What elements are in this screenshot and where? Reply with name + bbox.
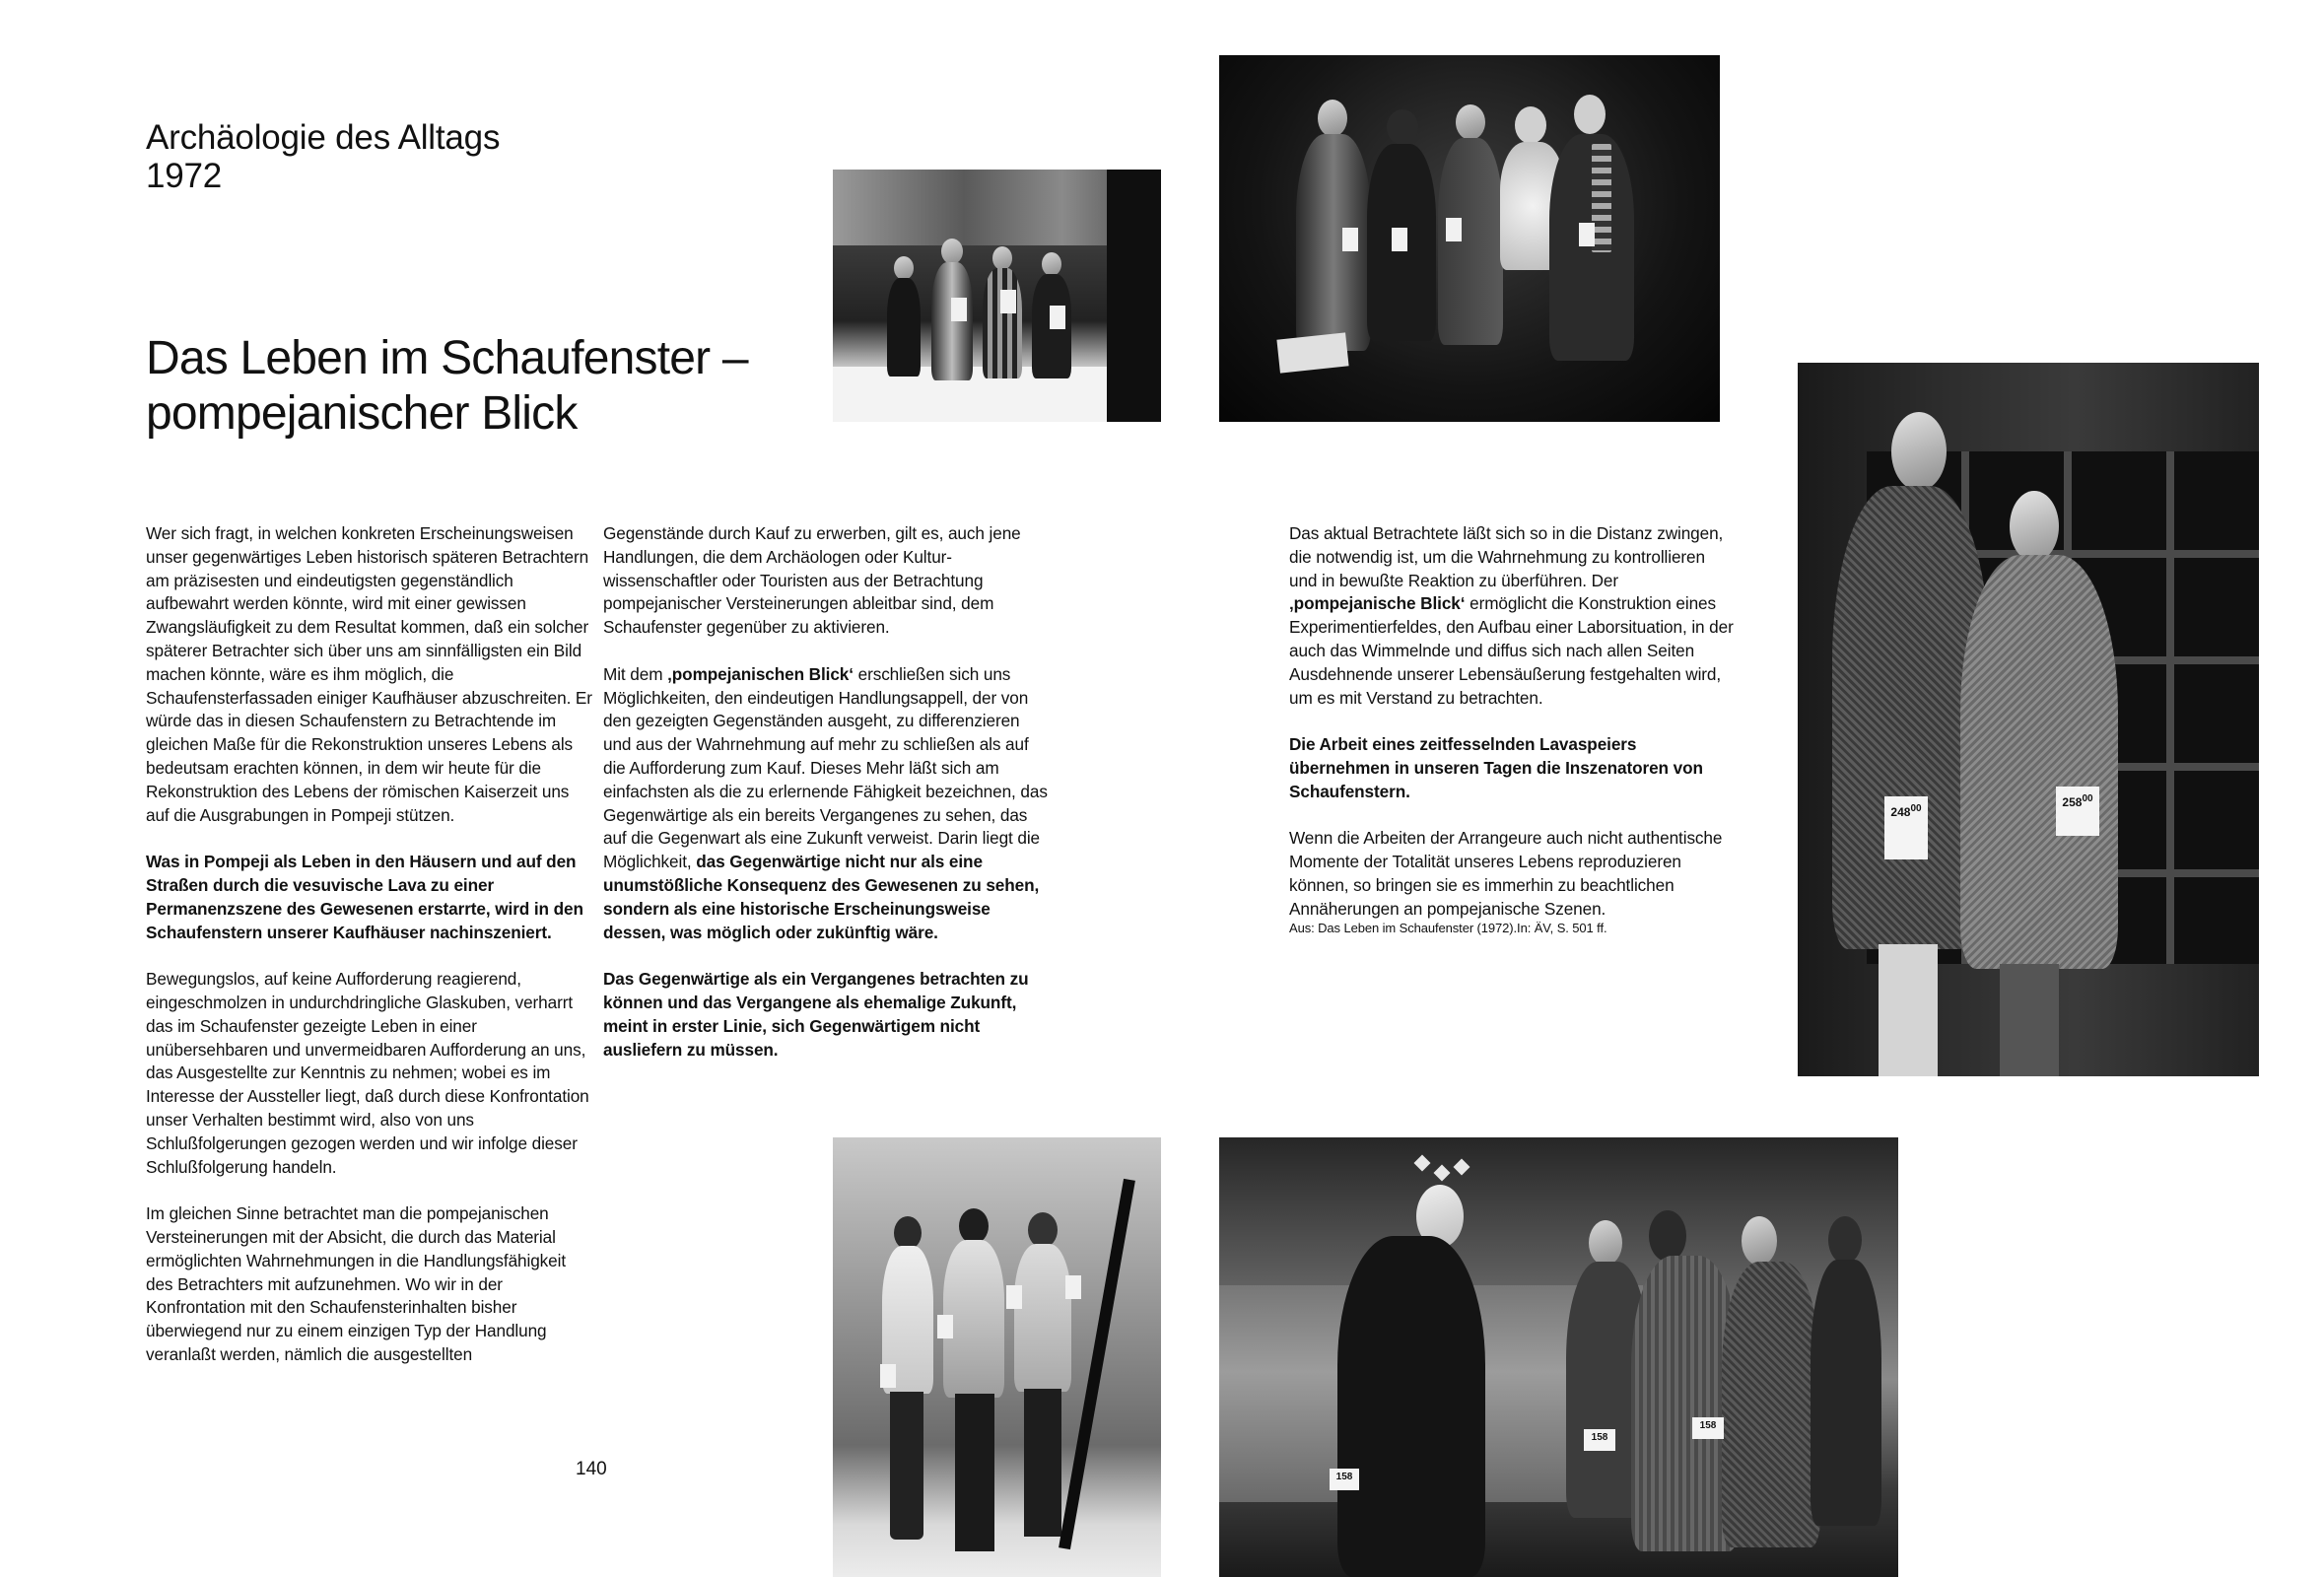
mannequin-trousers (2000, 964, 2059, 1076)
mannequin-head (992, 246, 1012, 270)
photo-men-in-coats (1798, 363, 2259, 1076)
mannequin-coat (1296, 134, 1371, 351)
paragraph: Wenn die Arbeiten der Arrangeure auch nicht authentische Momente der Totalität unseres Lebens reproduzieren können, so bringen sie es immerhin zu beachtlichen Annäherungen an pompejanische Szenen. (1289, 828, 1723, 919)
bold-term: ‚pompejanischen Blick‘ (667, 663, 854, 684)
page-title-line2: pompejanischer Blick (146, 387, 578, 440)
page-number: 140 (576, 1459, 607, 1479)
price-tag: 158 (1692, 1417, 1724, 1439)
mannequin-body (887, 278, 921, 377)
text-column-2 (603, 522, 1052, 1085)
text-run: Das aktual Betrachtete läßt sich so in die Distanz zwingen, die notwendig ist, um die Wahrnehmung zu kontrollieren und in bewußte Reaktion zu überführen. Der (1289, 523, 1724, 590)
mannequin-head (1891, 412, 1947, 491)
mannequin-head (894, 256, 914, 280)
display-sign (1276, 332, 1348, 373)
paragraph (603, 663, 1052, 945)
source-citation: Aus: Das Leben im Schaufenster (1972).In: ÄV, S. 501 ff. (1289, 920, 1607, 935)
price-tag: 158 (1584, 1429, 1615, 1451)
price-tag: 158 (1330, 1469, 1359, 1490)
series-title (146, 118, 500, 195)
mannequin-head (1589, 1220, 1622, 1266)
paragraph: Wer sich fragt, in welchen konkreten Erscheinungsweisen unser gegenwärtiges Leben historisch späteren Betrachtern am präzisesten und eindeutigsten gegenständlich aufbewahrt werden könnte, wird mit einer gewissen Zwangsläufigkeit zu dem Resultat kommen, daß ein solcher späterer Betrachter sich über uns am sinnfälligsten ein Bild machen könnte, wäre es ihm möglich, die Schaufensterfassaden einiger Kaufhäuser abzuschreiten. Er würde das in diesen Schaufenstern zu Betrachtende im gleichen Maße für die Rekonstruktion unseres Lebens als bedeutsam erachten können, in dem wir heute für die Rekonstruktion des Lebens der römischen Kaiserzeit uns auf die Ausgrabungen in Pompeji stützen. (146, 523, 592, 825)
mannequin-head (1649, 1210, 1686, 1262)
mannequin-trousers (1879, 944, 1938, 1076)
price-tag (1000, 290, 1016, 313)
bold-paragraph: Die Arbeit eines zeitfesselnden Lavaspeiers übernehmen in unseren Tagen die Inszenatoren von Schaufenstern. (1289, 734, 1703, 801)
photo-lingerie-window (833, 1137, 1161, 1577)
mannequin-head (1318, 100, 1347, 137)
bold-run: das Gegenwärtige nicht nur als eine unumstößliche Konsequenz des Gewesenen zu sehen, sondern als eine historische Erscheinungsweise dessen, was möglich oder zukünftig wäre. (603, 852, 1040, 942)
mannequin-coat (1960, 555, 2118, 969)
price-tag (1446, 218, 1462, 241)
bold-term: ‚pompejanische Blick‘ (1289, 593, 1466, 614)
price-tag (2056, 787, 2099, 836)
bold-paragraph: Das Gegenwärtige als ein Vergangenes betrachten zu können und das Vergangene als ehemalige Zukunft, meint in erster Linie, sich Gegenwärtigem nicht ausliefern zu müssen. (603, 969, 1029, 1060)
text-column-3 (1289, 522, 1738, 937)
mannequin-legs (955, 1394, 994, 1551)
mannequin-hat (1387, 109, 1418, 145)
text-run: erschließen sich uns Möglichkeiten, den eindeutigen Handlungsappell, der von den gezeigten Gegenständen ausgeht, zu differenzieren und aus der Wahrnehmung auf mehr zu schließen als auf die Aufforderung zum Kauf. Dieses Mehr läßt sich am einfachsten als die zu erlernende Fähigkeit bezeichnen, das Gegenwärtige als ein bereits Vergangenes zu sehen, das auf die Gegenwart als eine Zukunft verweist. Darin liegt die Möglichkeit, (603, 663, 1048, 872)
mannequin-head (2010, 491, 2059, 562)
photo-winter-coats (1219, 55, 1720, 422)
price-tag (1006, 1285, 1022, 1309)
price-tag (1392, 228, 1407, 251)
series-year: 1972 (146, 157, 223, 195)
text-run: Mit dem (603, 663, 668, 684)
price-value: 258 (2062, 795, 2083, 809)
page-title-line1: Das Leben im Schaufenster – (146, 332, 748, 384)
text-run: ermöglicht die Konstruktion eines Experimentierfeldes, den Aufbau einer Laborsituation, in der auch das Wimmelnde und diffus sich nach allen Seiten Ausdehnende unserer Lebensäußerung festgehalten wird, um es mit Verstand zu betrachten. (1289, 593, 1734, 708)
bold-paragraph: Was in Pompeji als Leben in den Häusern und auf den Straßen durch die vesuvische Lava zu einer Permanenzszene des Gewesenen erstarrte, wird in den Schaufenstern unserer Kaufhäuser nachinszeniert. (146, 852, 583, 942)
scarf (1592, 144, 1611, 252)
mannequin-head (1828, 1216, 1862, 1264)
heart-decoration-icon (1454, 1159, 1470, 1176)
price-tag (1050, 306, 1065, 329)
mannequin-head (1515, 106, 1546, 144)
heart-decoration-icon (1434, 1165, 1451, 1182)
mannequin-head (1456, 104, 1485, 140)
price-cents: 00 (2082, 793, 2093, 804)
price-tag (937, 1315, 953, 1338)
mannequin-leather-jacket (1337, 1236, 1485, 1577)
text-column-1 (146, 522, 594, 1390)
mannequin-legs (890, 1392, 923, 1540)
photo-storefront-window (833, 170, 1161, 422)
paragraph: Gegenstände durch Kauf zu erwerben, gilt es, auch jene Handlungen, die dem Archäologen oder Kulturwissenschaftler oder Touristen aus der Betrachtung pompejanischer Versteinerungen ableitbar sind, dem Schaufenster gegenüber zu aktivieren. (603, 523, 1021, 638)
mannequin-body (931, 262, 973, 380)
mannequin-head (941, 239, 963, 264)
price-tag (1884, 796, 1928, 859)
paragraph (1289, 522, 1738, 710)
mannequin-legs (1024, 1389, 1061, 1537)
mannequin-lingerie (1014, 1244, 1071, 1392)
mannequin-head (1742, 1216, 1777, 1266)
mannequin-suit (1722, 1262, 1820, 1547)
mannequin-body (983, 268, 1022, 378)
price-tag (1065, 1275, 1081, 1299)
page-title (146, 331, 748, 442)
photo-window-frame (1107, 170, 1161, 422)
mannequin-coat (1438, 138, 1503, 345)
mannequin-head (1574, 95, 1606, 134)
price-tag (880, 1364, 896, 1388)
paragraph: Im gleichen Sinne betrachtet man die pompejanischen Versteinerungen mit der Absicht, die durch das Material ermöglichten Wahrnehmungen in die Handlungsfähigkeit des Betrachters mit aufzunehmen. Wo wir in der Konfrontation mit den Schaufensterinhalten bisher überwiegend nur zu einem einzigen Typ der Handlung veranlaßt werden, nämlich die ausgestellten (146, 1203, 567, 1364)
price-value: 248 (1890, 805, 1911, 819)
price-tag (1579, 223, 1595, 246)
heart-decoration-icon (1414, 1155, 1431, 1172)
price-tag (1342, 228, 1358, 251)
mannequin-hat (959, 1208, 989, 1244)
price-tag (951, 298, 967, 321)
mannequin-hat (1028, 1212, 1058, 1248)
series-name: Archäologie des Alltags (146, 118, 501, 157)
photo-men-in-suits (1219, 1137, 1898, 1577)
price-cents: 00 (1910, 803, 1922, 814)
mannequin-head (1042, 252, 1061, 276)
mannequin-suit (1811, 1260, 1881, 1526)
paragraph: Bewegungslos, auf keine Aufforderung reagierend, eingeschmolzen in undurchdringliche Glaskuben, verharrt das im Schaufenster gezeigte Leben in einer unübersehbaren und unvermeidbaren Aufforderung an uns, das Ausgestellte zur Kenntnis zu nehmen; wobei es im Interesse der Aussteller liegt, daß durch diese Konfrontation unser Verhalten bestimmt wird, also von uns Schlußfolgerungen gezogen werden und wir infolge dieser Schlußfolgerung handeln. (146, 969, 589, 1177)
mannequin-hat (894, 1216, 922, 1250)
